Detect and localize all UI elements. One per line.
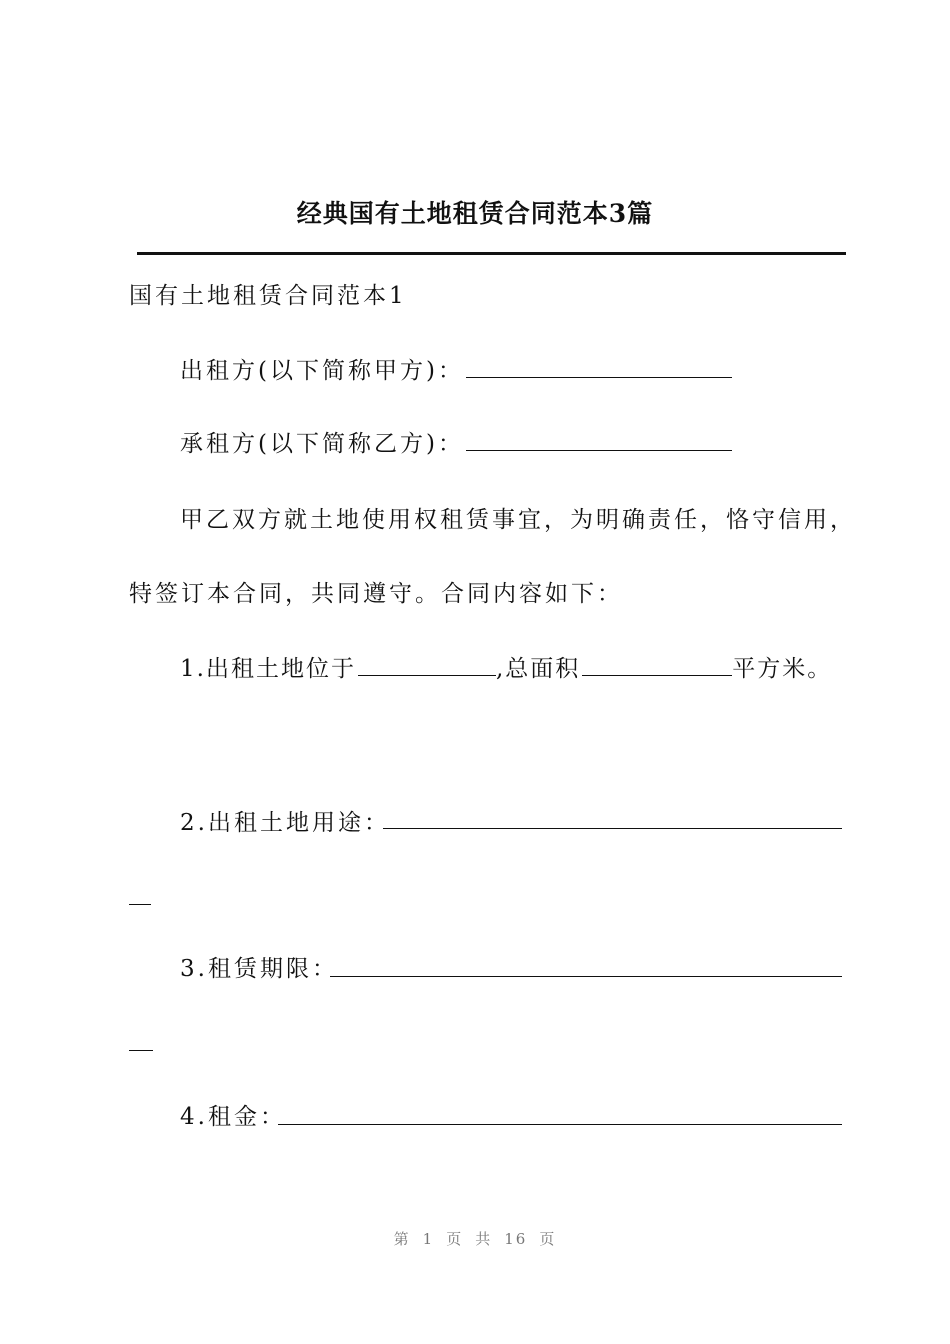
- land-location-blank[interactable]: [358, 653, 496, 676]
- item-1-middle: ,总面积: [495, 656, 581, 682]
- page-title: 经典国有土地租赁合同范本3篇: [296, 199, 654, 228]
- lessee-blank[interactable]: [466, 428, 732, 451]
- land-use-blank[interactable]: [383, 828, 842, 829]
- item-4-line: [180, 1101, 286, 1133]
- land-area-blank[interactable]: [582, 653, 732, 676]
- item-2-line: [180, 807, 390, 839]
- item-1-line: [180, 653, 832, 685]
- intro-line-2: 特签订本合同，共同遵守。合同内容如下：: [129, 581, 623, 607]
- lease-term-blank[interactable]: [330, 976, 842, 977]
- page-footer: [0, 1228, 950, 1249]
- lessor-line: [180, 355, 732, 387]
- item-3-label: 3.租赁期限：: [180, 956, 338, 982]
- lease-term-blank-continued[interactable]: [129, 1050, 153, 1051]
- land-use-blank-continued[interactable]: [129, 904, 151, 905]
- item-3-line: [180, 953, 338, 985]
- footer-total-pages: 16: [504, 1230, 528, 1248]
- footer-page-word: 第: [393, 1230, 411, 1248]
- intro-line-1: 甲乙双方就土地使用权租赁事宜，为明确责任，恪守信用，: [180, 507, 856, 533]
- footer-page-number: 1: [422, 1230, 435, 1248]
- lessor-label: 出租方(以下简称甲方)：: [180, 358, 464, 384]
- item-4-label: 4.租金：: [180, 1104, 286, 1130]
- lessor-blank[interactable]: [466, 355, 732, 378]
- footer-total-unit: 页: [539, 1230, 557, 1248]
- item-1-suffix: 平方米。: [732, 656, 833, 682]
- footer-page-unit: 页: [446, 1230, 464, 1248]
- item-1-prefix: 1.出租土地位于: [180, 656, 356, 682]
- item-2-label: 2.出租土地用途：: [180, 810, 390, 836]
- lessee-label: 承租方(以下简称乙方)：: [180, 431, 464, 457]
- title-divider: [137, 252, 846, 255]
- lessee-line: [180, 428, 732, 460]
- rent-blank[interactable]: [278, 1124, 842, 1125]
- section-heading: 国有土地租赁合同范本1: [129, 283, 407, 309]
- footer-total-word: 共: [475, 1230, 493, 1248]
